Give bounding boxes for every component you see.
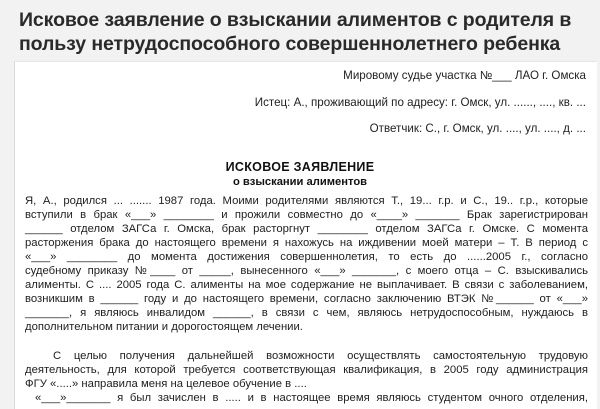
document-subheading: о взыскании алиментов <box>232 176 368 188</box>
page-title <box>19 8 594 56</box>
plaintiff-info: Истец: А., проживающий по адресу: г. Омск, ул. ......, ...., кв. ... <box>254 96 586 109</box>
body-line-2: вступили в брак «___» ________ и прожили совместно до «____» _______ Брак зарегистрирован <box>25 209 588 221</box>
body-line-13: ФГУ «.....» направила меня на целевое обучение в .... <box>25 378 307 390</box>
body-line-6: судебному приказу №____ от _____, вынесенного «___» _______, с моего отца – С. взыскивались <box>25 265 588 277</box>
page-title-line-1: Исковое заявление о взыскании алиментов с родителя в <box>19 9 572 31</box>
body-line-5: «___» ________ до момента достижения совершеннолетия, то есть до ......2005 г., согласно <box>25 251 588 263</box>
body-line-12: деятельность, для которой требуется соответствующая квалификация, в 2005 году администрация <box>25 364 588 376</box>
body-line-11: С целью получения дальнейшей возможности осуществлять самостоятельную трудовую <box>53 350 588 362</box>
addressee-judge: Мировому судье участка №___ ЛАО г. Омска <box>343 69 586 82</box>
body-line-9: _______, я являюсь инвалидом ______, в связи с чем, являюсь нетрудоспособным, нуждаюсь в <box>25 307 588 319</box>
defendant-info: Ответчик: С., г. Омск, ул. ...., ул. ...., д. ... <box>369 122 586 135</box>
body-line-4: расторжения брака до настоящего времени я нахожусь на иждивении моей матери – Т. В период с <box>25 237 588 249</box>
body-line-8: возникшим в ______ году и до настоящего времени, согласно заключению ВТЭК №______ от «___» <box>25 293 588 305</box>
body-line-3: ______ отделом ЗАГСа г. Омска, брак расторгнут ________ отделом ЗАГСа г. Омске. С момента <box>25 223 588 235</box>
body-line-10: дополнительном питании и дорогостоящем лечении. <box>25 321 303 333</box>
body-line-7: алименты. С .... 2005 года С. алименты на мое содержание не выплачивает. В связи с заболеванием, <box>25 279 588 291</box>
page-title-line-2: пользу нетрудоспособного совершеннолетнего ребенка <box>19 33 561 55</box>
document-heading: ИСКОВОЕ ЗАЯВЛЕНИЕ <box>225 160 375 174</box>
body-line-14: «___»_______ я был зачислен в ..... и в настоящее время являюсь студентом очного отделения, <box>35 392 588 404</box>
body-line-1: Я, А., родился ... ....... 1987 года. Моими родителями являются Т., 19... г.р. и С., 19.. г.р., которые <box>25 195 588 207</box>
